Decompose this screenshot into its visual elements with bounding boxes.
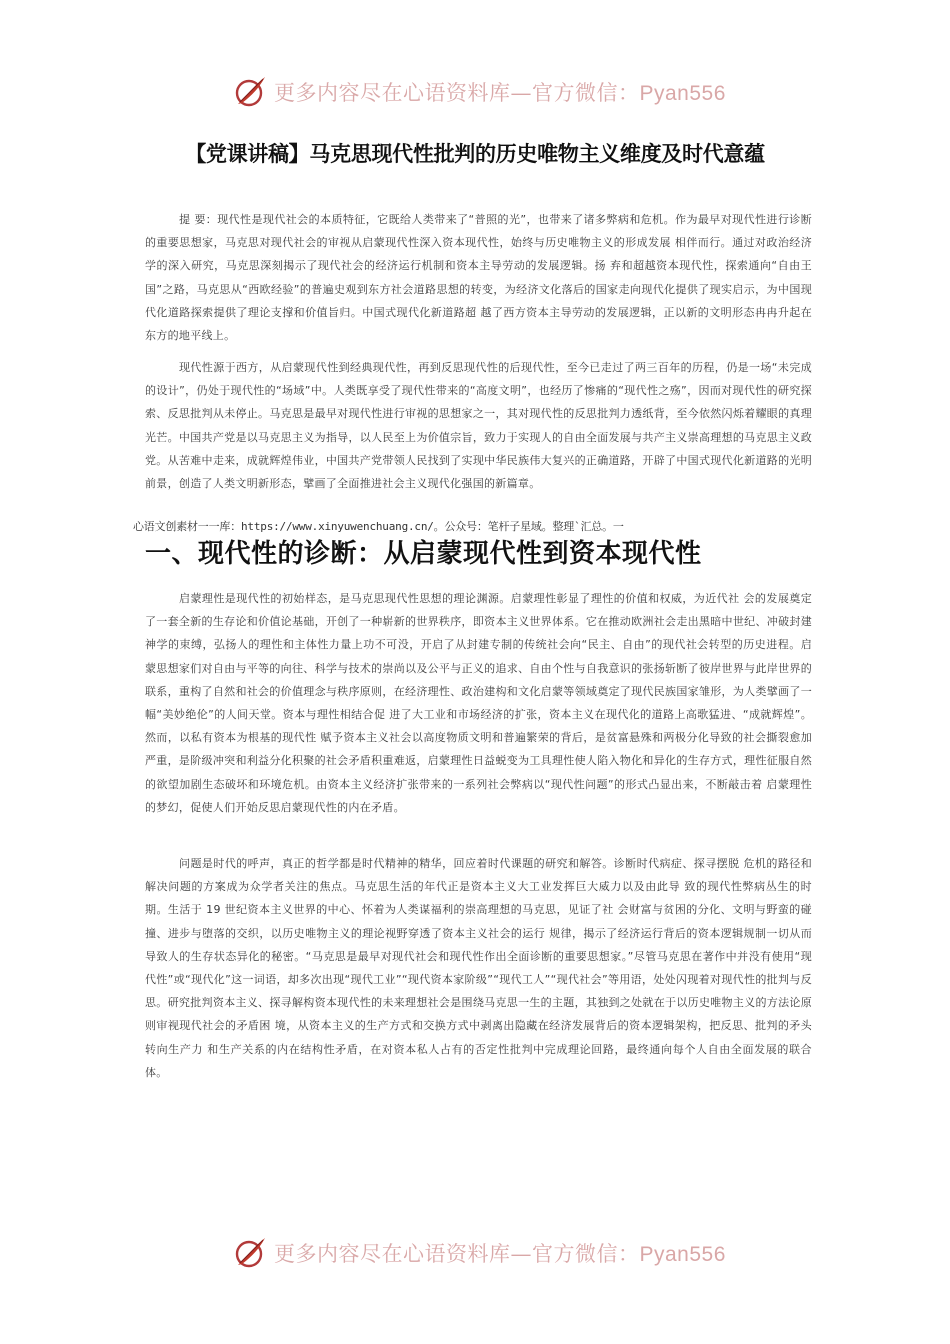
wechat-id: Pyan556: [639, 1243, 726, 1266]
footer-watermark-banner: [232, 1233, 732, 1273]
section-1-heading: 一、现代性的诊断：从启蒙现代性到资本现代性: [145, 539, 702, 569]
section-1-paragraph-1: 启蒙理性是现代性的初始样态，是马克思现代性思想的理论渊源。启蒙理性彰显了理性的价值和权威，为近代社 会的发展奠定了一套全新的生存论和价值论基础，开创了一种崭新的世界秩序，即资本主义世界体系。它在推动欧洲社会走出黑暗中世纪、冲破封建神学的束缚，弘扬人的理性和主体性力量上功不可没，开启了从封建专制的传统社会向“民主、自由”的现代社会转型的历史进程。启蒙思想家们对自由与平等的向往、科学与技术的崇尚以及公平与正义的追求、自由个性与自我意识的张扬斩断了彼岸世界与此岸世界的联系，重构了自然和社会的价值理念与秩序原则，在经济理性、政治建构和文化启蒙等领域奠定了现代民族国家雏形，为人类擘画了一幅“美妙绝伦”的人间天堂。资本与理性相结合促 进了大工业和市场经济的扩张，资本主义在现代化的道路上高歌猛进、“成就辉煌”。然而，以私有资本为根基的现代性 赋予资本主义社会以高度物质文明和普遍繁荣的背后，是贫富悬殊和两极分化导致的社会撕裂愈加严重，是阶级冲突和利益分化积聚的社会矛盾积重难返，启蒙理性日益蜕变为工具理性使人陷入物化和异化的生存方式，理性征服自然的欲望加剧生态破坏和环境危机。由资本主义经济扩张带来的一系列社会弊病以“现代性问题”的形式凸显出来，不断敲击着 启蒙理性的梦幻，促使人们开始反思启蒙现代性的内在矛盾。: [145, 592, 812, 814]
header-watermark-banner: [232, 72, 732, 112]
abstract-paragraph: 提 要：现代性是现代社会的本质特征，它既给人类带来了“普照的光”，也带来了诸多弊病和危机。作为最早对现代性进行诊断的重要思想家，马克思对现代社会的审视从启蒙现代性深入资本现代性，始终与历史唯物主义的形成发展 相伴而行。通过对政治经济学的深入研究，马克思深刻揭示了现代社会的经济运行机制和资本主导劳动的发展逻辑。扬 弃和超越资本现代性，探索通向“自由王国”之路，马克思从“西欧经验”的普遍史观到东方社会道路思想的转变，为经济文化落后的国家走向现代化提供了现实启示，为中国现代化道路探索提供了理论支撑和价值旨归。中国式现代化新道路超 越了西方资本主导劳动的发展逻辑，正以新的文明形态冉冉升起在东方的地平线上。: [145, 213, 812, 343]
quill-seal-logo-icon: [232, 74, 268, 110]
quill-seal-logo-icon: [232, 1235, 268, 1271]
document-title: 【党课讲稿】马克思现代性批判的历史唯物主义维度及时代意蕴: [185, 142, 765, 166]
banner-text: 更多内容尽在心语资料库—官方微信：Pyan556: [274, 1242, 726, 1266]
wechat-id: Pyan556: [639, 82, 726, 105]
intro-paragraph: 现代性源于西方，从启蒙现代性到经典现代性，再到反思现代性的后现代性，至今已走过了两三百年的历程，仍是一场“未完成的设计”，仍处于现代性的“场域”中。人类既享受了现代性带来的“高度文明”，也经历了惨痛的“现代性之殇”，因而对现代性的研究探索、反思批判从未停止。马克思是最早对现代性进行审视的思想家之一，其对现代性的反思批判力透纸背，至今依然闪烁着耀眼的真理光芒。中国共产党是以马克思主义为指导，以人民至上为价值宗旨，致力于实现人的自由全面发展与共产主义崇高理想的马克思主义政党。从苦难中走来，成就辉煌伟业，中国共产党带领人民找到了实现中华民族伟大复兴的正确道路，开辟了中国式现代化新道路的光明前景，创造了人类文明新形态，擘画了全面推进社会主义现代化强国的新篇章。: [145, 361, 812, 491]
section-1-paragraph-2: 问题是时代的呼声，真正的哲学都是时代精神的精华，回应着时代课题的研究和解答。诊断时代病症、探寻摆脱 危机的路径和解决问题的方案成为众学者关注的焦点。马克思生活的年代正是资本主义大工业发挥巨大威力以及由此导 致的现代性弊病丛生的时期。生活于 19 世纪资本主义世界的中心、怀着为人类谋福利的崇高理想的马克思，见证了社 会财富与贫困的分化、文明与野蛮的碰撞、进步与堕落的交织，以历史唯物主义的理论视野穿透了资本主义社会的运行 规律，揭示了经济运行背后的资本逻辑规制一切从而导致人的生存状态异化的秘密。“马克思是最早对现代社会和现代性作出全面诊断的重要思想家。”尽管马克思在著作中并没有使用“现代性”或“现代化”这一词语，却多次出现“现代工业”“现代资本家阶级”“现代工人”“现代社会”等用语，处处闪现着对现代性的批判与反思。研究批判资本主义、探寻解构资本现代性的未来理想社会是围绕马克思一生的主题，其独到之处就在于以历史唯物主义的方法论原则审视现代社会的矛盾困 境，从资本主义的生产方式和交换方式中剥离出隐藏在经济发展背后的资本逻辑架构，把反思、批判的矛头转向生产力 和生产关系的内在结构性矛盾，在对资本私人占有的否定性批判中完成理论回路，最终通向每个人自由全面发展的联合体。: [145, 857, 812, 1079]
banner-text: 更多内容尽在心语资料库—官方微信：Pyan556: [274, 81, 726, 105]
source-note: 心语文创素材一一库：https://www.xinyuwenchuang.cn/。公众号：笔杆子星域。整理`汇总。一: [133, 520, 624, 533]
